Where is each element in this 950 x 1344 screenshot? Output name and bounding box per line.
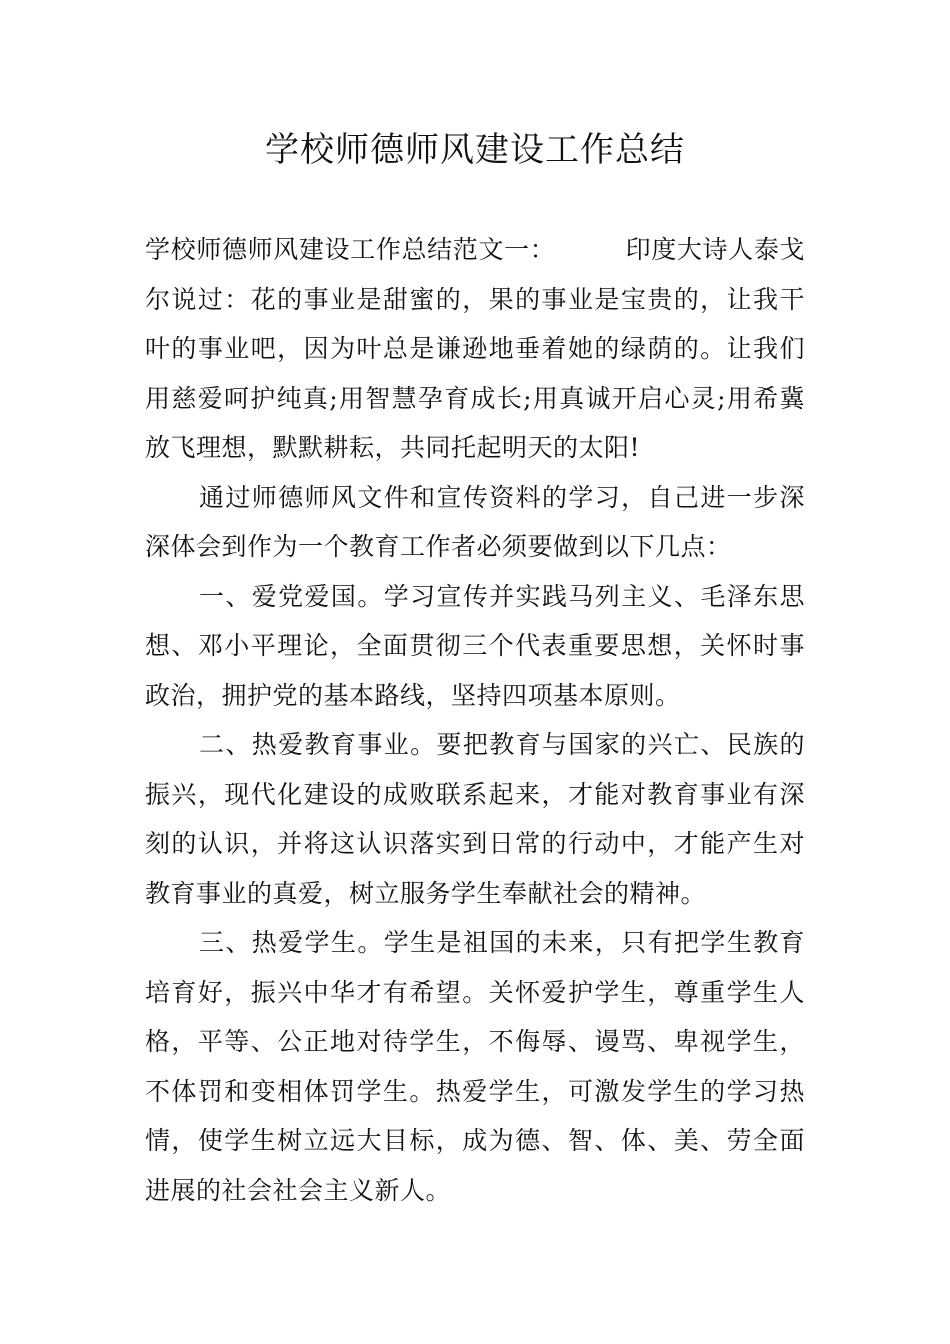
paragraph-2: 通过师德师风文件和宣传资料的学习，自己进一步深深体会到作为一个教育工作者必须要做到以下几点： bbox=[145, 482, 805, 561]
paragraph-1-text: 印度大诗人泰戈尔说过：花的事业是甜蜜的，果的事业是宝贵的，让我干叶的事业吧，因为叶总是谦逊地垂着她的绿荫的。让我们用慈爱呵护纯真;用智慧孕育成长;用真诚开启心灵;用希冀放飞理想，默默耕耘，共同托起明天的太阳! bbox=[145, 235, 805, 462]
paragraph-4: 二、热爱教育事业。要把教育与国家的兴亡、民族的振兴，现代化建设的成败联系起来，才能对教育事业有深刻的认识，并将这认识落实到日常的行动中，才能产生对教育事业的真爱，树立服务学生奉献社会的精神。 bbox=[145, 730, 805, 908]
paragraph-5: 三、热爱学生。学生是祖国的未来，只有把学生教育培育好，振兴中华才有希望。关怀爱护学生，尊重学生人格，平等、公正地对待学生，不侮辱、谩骂、卑视学生，不体罚和变相体罚学生。热爱学生，可激发学生的学习热情，使学生树立远大目标，成为德、智、体、美、劳全面进展的社会社会主义新人。 bbox=[145, 928, 805, 1205]
document-title: 学校师德师风建设工作总结 bbox=[265, 130, 685, 170]
document-body bbox=[145, 225, 805, 1215]
paragraph-intro bbox=[145, 225, 805, 473]
paragraph-3: 一、爱党爱国。学习宣传并实践马列主义、毛泽东思想、邓小平理论，全面贯彻三个代表重要思想，关怀时事政治，拥护党的基本路线，坚持四项基本原则。 bbox=[145, 581, 805, 710]
intro-label: 学校师德师风建设工作总结范文一： bbox=[145, 235, 556, 264]
